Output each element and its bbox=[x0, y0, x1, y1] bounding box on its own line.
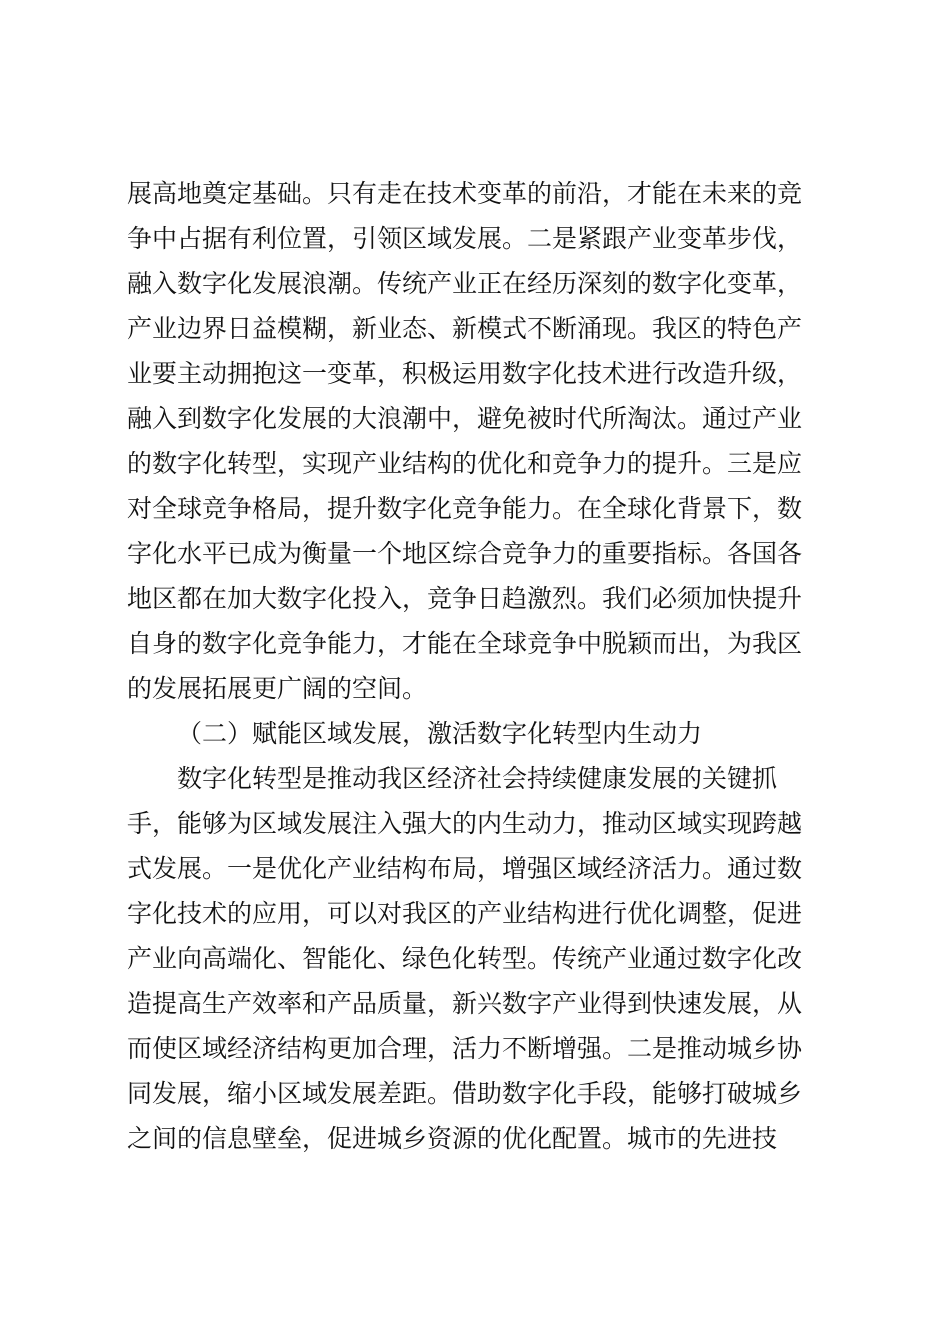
text-line: 产业边界日益模糊，新业态、新模式不断涌现。我区的特色产 bbox=[127, 314, 803, 343]
body-text bbox=[127, 171, 827, 1161]
text-line: 手，能够为区域发展注入强大的内生动力，推动区域实现跨越 bbox=[127, 809, 803, 838]
text-line: 字化水平已成为衡量一个地区综合竞争力的重要指标。各国各 bbox=[127, 539, 803, 568]
text-line: 而使区域经济结构更加合理，活力不断增强。二是推动城乡协 bbox=[127, 1034, 803, 1063]
text-line: 争中占据有利位置，引领区域发展。二是紧跟产业变革步伐， bbox=[127, 224, 803, 253]
text-line: 展高地奠定基础。只有走在技术变革的前沿，才能在未来的竞 bbox=[127, 179, 803, 208]
text-line: 对全球竞争格局，提升数字化竞争能力。在全球化背景下，数 bbox=[127, 494, 803, 523]
text-line: 同发展，缩小区域发展差距。借助数字化手段，能够打破城乡 bbox=[127, 1079, 803, 1108]
text-line: 融入到数字化发展的大浪潮中，避免被时代所淘汰。通过产业 bbox=[127, 404, 803, 433]
text-line: 之间的信息壁垒，促进城乡资源的优化配置。城市的先进技 bbox=[127, 1124, 778, 1153]
text-line: 的发展拓展更广阔的空间。 bbox=[127, 674, 428, 703]
text-line: 字化技术的应用，可以对我区的产业结构进行优化调整，促进 bbox=[127, 899, 803, 928]
text-line: 造提高生产效率和产品质量，新兴数字产业得到快速发展，从 bbox=[127, 989, 803, 1018]
text-line: 产业向高端化、智能化、绿色化转型。传统产业通过数字化改 bbox=[127, 944, 803, 973]
text-line: 业要主动拥抱这一变革，积极运用数字化技术进行改造升级， bbox=[127, 359, 803, 388]
text-line: 地区都在加大数字化投入，竞争日趋激烈。我们必须加快提升 bbox=[127, 584, 803, 613]
paragraph-first-line: 数字化转型是推动我区经济社会持续健康发展的关键抓 bbox=[177, 764, 778, 793]
text-line: 融入数字化发展浪潮。传统产业正在经历深刻的数字化变革， bbox=[127, 269, 803, 298]
section-heading: （二）赋能区域发展，激活数字化转型内生动力 bbox=[177, 719, 703, 748]
text-line: 自身的数字化竞争能力，才能在全球竞争中脱颖而出，为我区 bbox=[127, 629, 803, 658]
text-line: 的数字化转型，实现产业结构的优化和竞争力的提升。三是应 bbox=[127, 449, 803, 478]
text-line: 式发展。一是优化产业结构布局，增强区域经济活力。通过数 bbox=[127, 854, 803, 883]
